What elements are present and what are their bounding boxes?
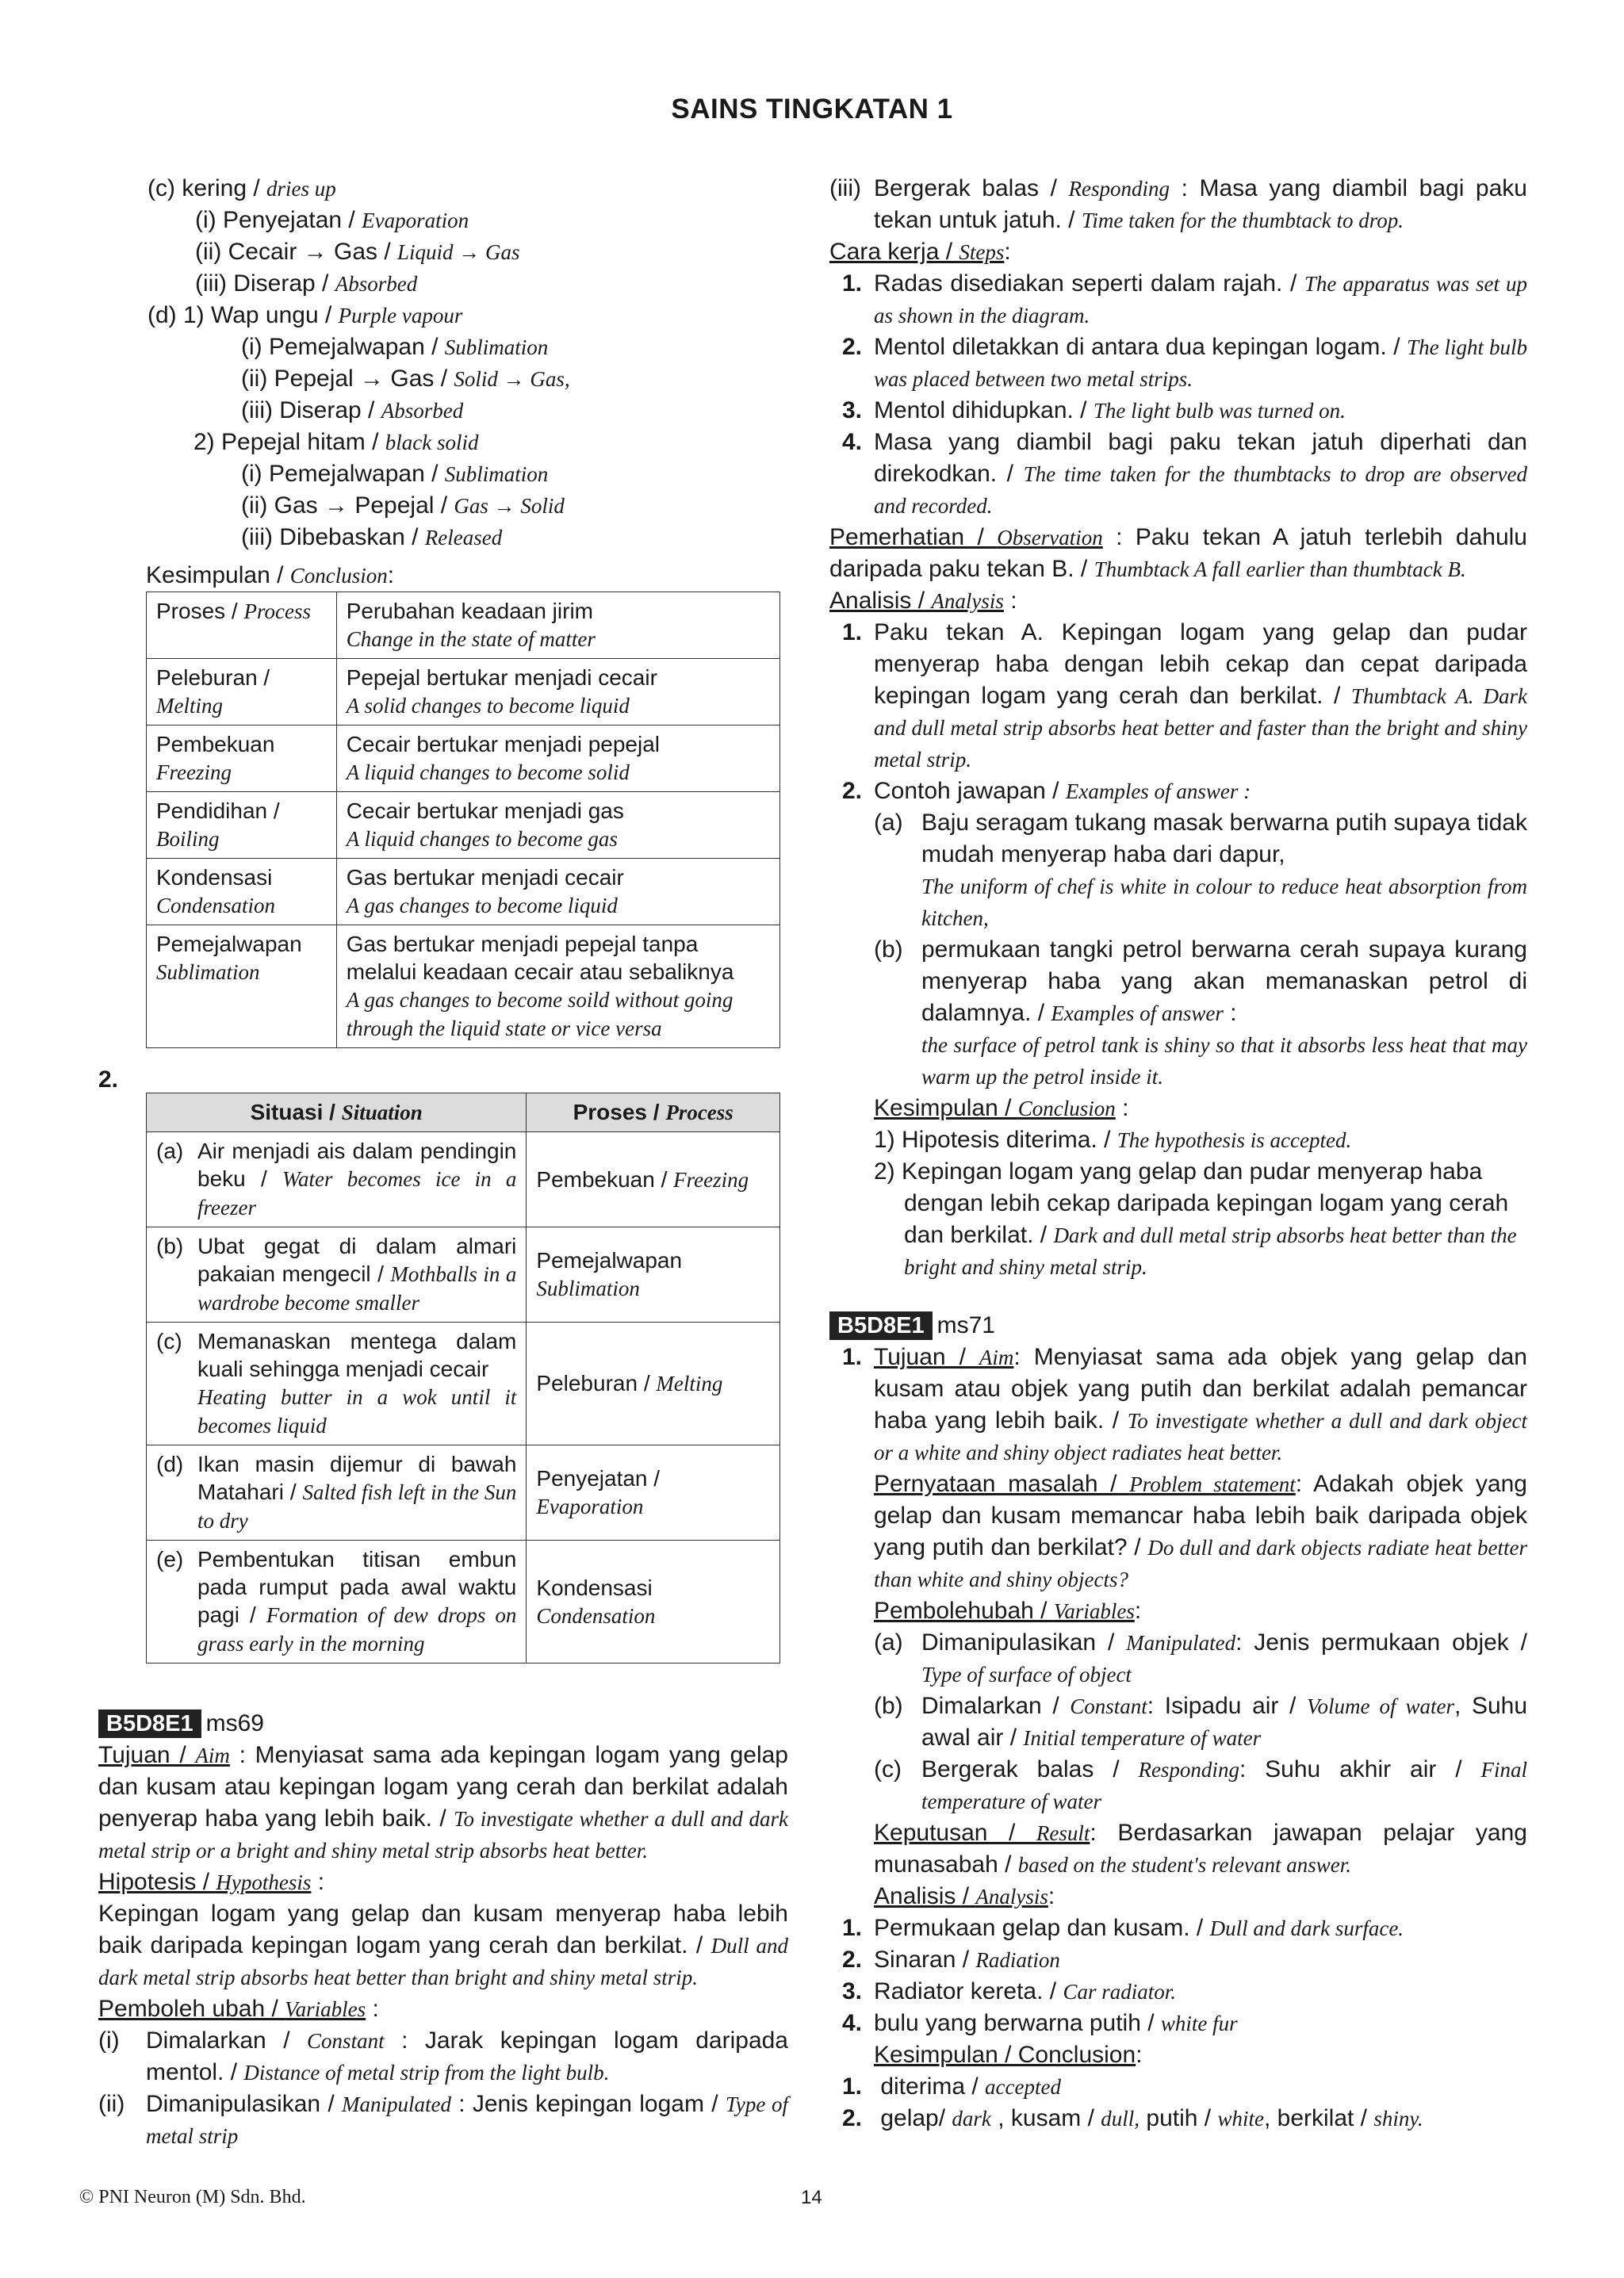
process-cell: Kondensasi Condensation — [527, 1541, 780, 1664]
conclusion-item: 1) Hipotesis diterima. / The hypothesis is accepted. — [874, 1127, 1352, 1153]
analysis-item: 1. Permukaan gelap dan kusam. / Dull and dark surface. — [842, 1915, 1404, 1941]
section-ms71 — [829, 1310, 1527, 2134]
situation-cell: (a) Air menjadi ais dalam pendingin beku / Water becomes ice in a freezer — [147, 1132, 527, 1227]
definition-cell: Cecair bertukar menjadi gas A liquid changes to become gas — [336, 792, 779, 859]
step-item: 4. Masa yang diambil bagi paku tekan jatuh diperhati dan direkodkan. / The time taken for the thumbtacks to drop are observed and recorded. — [842, 429, 1527, 518]
conclusion-item: 2. gelap/ dark , kusam / dull, putih / white, berkilat / shiny. — [842, 2105, 1423, 2131]
process-cell: Pemejalwapan Sublimation — [527, 1227, 780, 1323]
variable-item: (ii) Dimanipulasikan / Manipulated : Jenis kepingan logam / Type of metal strip — [98, 2091, 788, 2148]
result-paragraph: Keputusan / Result: Berdasarkan jawapan pelajar yang munasabah / based on the student's relevant answer. — [874, 1820, 1527, 1878]
outline-line: (iii) Dibebaskan / Released — [241, 524, 503, 550]
outline-line: (i) Pemejalwapan / Sublimation — [241, 461, 549, 487]
section-page-ref: ms69 — [205, 1710, 264, 1736]
situation-cell: (d) Ikan masin dijemur di bawah Matahari / Salted fish left in the Sun to dry — [147, 1445, 527, 1541]
table-row — [147, 1323, 780, 1445]
variable-item: (c) Bergerak balas / Responding: Suhu akhir air / Final temperature of water — [874, 1756, 1527, 1813]
outline-line: (d) 1) Wap ungu / Purple vapour — [147, 302, 463, 328]
left-column — [98, 173, 788, 2152]
outline-line: (i) Penyejatan / Evaporation — [195, 207, 469, 233]
analysis-item: 2. Contoh jawapan / Examples of answer : — [842, 778, 1251, 804]
copyright: © PNI Neuron (M) Sdn. Bhd. — [79, 2187, 306, 2207]
analysis-label: Analisis / Analysis: — [874, 1883, 1055, 1909]
aim-paragraph: Tujuan / Aim : Menyiasat sama ada kepingan logam yang gelap dan kusam atau kepingan logam yang cerah dan berkilat adalah penyerap haba yang lebih baik. / To investigate whether a dull and dark metal strip or a bright and shiny metal strip absorbs heat better. — [98, 1742, 788, 1863]
table-row — [147, 859, 780, 925]
process-cell: Penyejatan / Evaporation — [527, 1445, 780, 1541]
outline-line: (i) Pemejalwapan / Sublimation — [241, 334, 549, 360]
outline-line: 2) Pepejal hitam / black solid — [193, 429, 479, 455]
analysis-item: 2. Sinaran / Radiation — [842, 1947, 1060, 1973]
analysis-label: Analisis / Analysis : — [829, 588, 1017, 614]
table-row — [147, 659, 780, 726]
table-row — [147, 1227, 780, 1323]
definition-cell: Cecair bertukar menjadi pepejal A liquid changes to become solid — [336, 726, 779, 792]
examples-list — [829, 807, 1527, 1283]
hypothesis-label: Hipotesis / Hypothesis : — [98, 1869, 325, 1895]
section-tag: B5D8E1 — [829, 1311, 933, 1340]
hypothesis-paragraph: Kepingan logam yang gelap dan kusam menyerap haba lebih baik daripada kepingan logam yang cerah dan berkilat. / Dull and dark metal strip absorbs heat better than bright and shiny metal strip. — [98, 1901, 788, 1989]
step-item: 3. Mentol dihidupkan. / The light bulb was turned on. — [842, 397, 1346, 423]
definition-cell: Gas bertukar menjadi cecair A gas changes to become liquid — [336, 859, 779, 925]
table-row — [147, 792, 780, 859]
right-column — [829, 173, 1527, 2134]
example-item: (b) permukaan tangki petrol berwarna cerah supaya kurang menyerap haba yang akan memanaskan petrol di dalamnya. / Examples of answer : the surface of petrol tank is shiny so that it absorbs less heat that may warm up the petrol inside it. — [874, 936, 1527, 1089]
section-ms69 — [98, 1708, 788, 2152]
variable-item: (i) Dimalarkan / Constant : Jarak kepingan logam daripada mentol. / Distance of metal strip from the light bulb. — [98, 2027, 788, 2085]
conclusion-label: Kesimpulan / Conclusion : — [874, 1095, 1129, 1121]
outline-line: (ii) Cecair → Gas / Liquid → Gas — [195, 239, 520, 265]
observation-paragraph: Pemerhatian / Observation : Paku tekan A jatuh terlebih dahulu daripada paku tekan B. / Thumbtack A fall earlier than thumbtack B. — [829, 524, 1527, 582]
conclusion-item: 2) Kepingan logam yang gelap dan pudar menyerap haba dengan lebih cekap daripada kepingan logam yang cerah dan berkilat. / Dark and dull metal strip absorbs heat better than the bright and shiny metal strip. — [874, 1158, 1517, 1279]
term-cell: Kondensasi Condensation — [147, 859, 337, 925]
conclusion-table — [146, 592, 780, 1048]
term-cell: Pembekuan Freezing — [147, 726, 337, 792]
outline-line: (ii) Gas → Pepejal / Gas → Solid — [241, 492, 565, 519]
definition-cell: Pepejal bertukar menjadi cecair A solid changes to become liquid — [336, 659, 779, 726]
situation-cell: (e) Pembentukan titisan embun pada rumput pada awal waktu pagi / Formation of dew drops on grass early in the morning — [147, 1541, 527, 1664]
analysis-item: 1. Paku tekan A. Kepingan logam yang gelap dan pudar menyerap haba dengan lebih cekap dan cepat daripada kepingan logam yang cerah dan berkilat. / Thumbtack A. Dark and dull metal strip absorbs heat better and faster than the bright and shiny metal strip. — [842, 619, 1527, 771]
outline-line: (iii) Diserap / Absorbed — [195, 270, 418, 297]
process-cell: Peleburan / Melting — [527, 1323, 780, 1445]
situation-cell: (b) Ubat gegat di dalam almari pakaian mengecil / Mothballs in a wardrobe become smaller — [147, 1227, 527, 1323]
table-row — [147, 726, 780, 792]
variables-label: Pemboleh ubah / Variables : — [98, 1996, 379, 2022]
term-cell: Pendidihan / Boiling — [147, 792, 337, 859]
analysis-item: 4. bulu yang berwarna putih / white fur — [842, 2010, 1238, 2036]
answer-outline — [98, 173, 788, 553]
steps-list — [829, 268, 1527, 522]
variable-item: (b) Dimalarkan / Constant: Isipadu air / Volume of water, Suhu awal air / Initial temperature of water — [874, 1693, 1528, 1751]
table-row — [147, 1541, 780, 1664]
example-item: (a) Baju seragam tukang masak berwarna putih supaya tidak mudah menyerap haba dari dapur, The uniform of chef is white in colour to reduce heat absorption from kitchen, — [874, 810, 1527, 930]
section-tag: B5D8E1 — [98, 1709, 201, 1738]
variables-list — [829, 1627, 1527, 1817]
step-item: 2. Mentol diletakkan di antara dua kepingan logam. / The light bulb was placed between two metal strips. — [842, 334, 1527, 391]
term-cell: Proses / Process — [147, 592, 337, 659]
page-title: SAINS TINGKATAN 1 — [671, 94, 953, 124]
definition-cell: Gas bertukar menjadi pepejal tanpa melalui keadaan cecair atau sebaliknya A gas changes to become soild without going through the liquid state or vice versa — [336, 925, 779, 1048]
situation-table — [146, 1093, 780, 1664]
column-header-situation: Situasi / Situation — [147, 1093, 527, 1132]
outline-line: (iii) Diserap / Absorbed — [241, 397, 464, 423]
question-number: 2. — [98, 1066, 119, 1093]
term-cell: Peleburan / Melting — [147, 659, 337, 726]
conclusion-label: Kesimpulan / Conclusion: — [146, 562, 395, 588]
step-item: 1. Radas disediakan seperti dalam rajah. / The apparatus was set up as shown in the diagram. — [842, 270, 1527, 327]
table-row — [147, 592, 780, 659]
section-page-ref: ms71 — [936, 1312, 995, 1338]
steps-label: Cara kerja / Steps: — [829, 239, 1011, 265]
conclusion-label: Kesimpulan / Conclusion: — [874, 2042, 1143, 2068]
term-cell: Pemejalwapan Sublimation — [147, 925, 337, 1048]
conclusion-item: 1. diterima / accepted — [842, 2073, 1061, 2100]
table-row — [147, 1445, 780, 1541]
page-number: 14 — [801, 2187, 822, 2208]
table-row — [147, 925, 780, 1048]
outline-line: (ii) Pepejal → Gas / Solid → Gas, — [241, 366, 570, 392]
outline-line: (c) kering / dries up — [147, 175, 336, 201]
definition-cell: Perubahan keadaan jirim Change in the state of matter — [336, 592, 779, 659]
aim-paragraph: 1. Tujuan / Aim: Menyiasat sama ada objek yang gelap dan kusam atau objek yang putih dan berkilat adalah pemancar haba yang lebih baik. / To investigate whether a dull and dark object or a white and shiny object radiates heat better. Pernyataan masalah / Problem statement: Adakah objek yang gelap dan kusam memancar haba lebih baik daripada objek yang putih dan berkilat? / Do dull and dark objects radiate heat better than white and shiny objects? Pembolehubah / Variables: — [842, 1344, 1528, 1624]
column-header-process: Proses / Process — [527, 1093, 780, 1132]
table-row — [147, 1132, 780, 1227]
responding-variable: (iii) Bergerak balas / Responding : Masa yang diambil bagi paku tekan untuk jatuh. / Time taken for the thumbtack to drop. — [829, 175, 1527, 233]
analysis-item: 3. Radiator kereta. / Car radiator. — [842, 1978, 1176, 2004]
process-cell: Pembekuan / Freezing — [527, 1132, 780, 1227]
variable-item: (a) Dimanipulasikan / Manipulated: Jenis permukaan objek / Type of surface of object — [874, 1629, 1527, 1686]
situation-cell: (c) Memanaskan mentega dalam kuali sehingga menjadi cecair Heating butter in a wok until it becomes liquid — [147, 1323, 527, 1445]
